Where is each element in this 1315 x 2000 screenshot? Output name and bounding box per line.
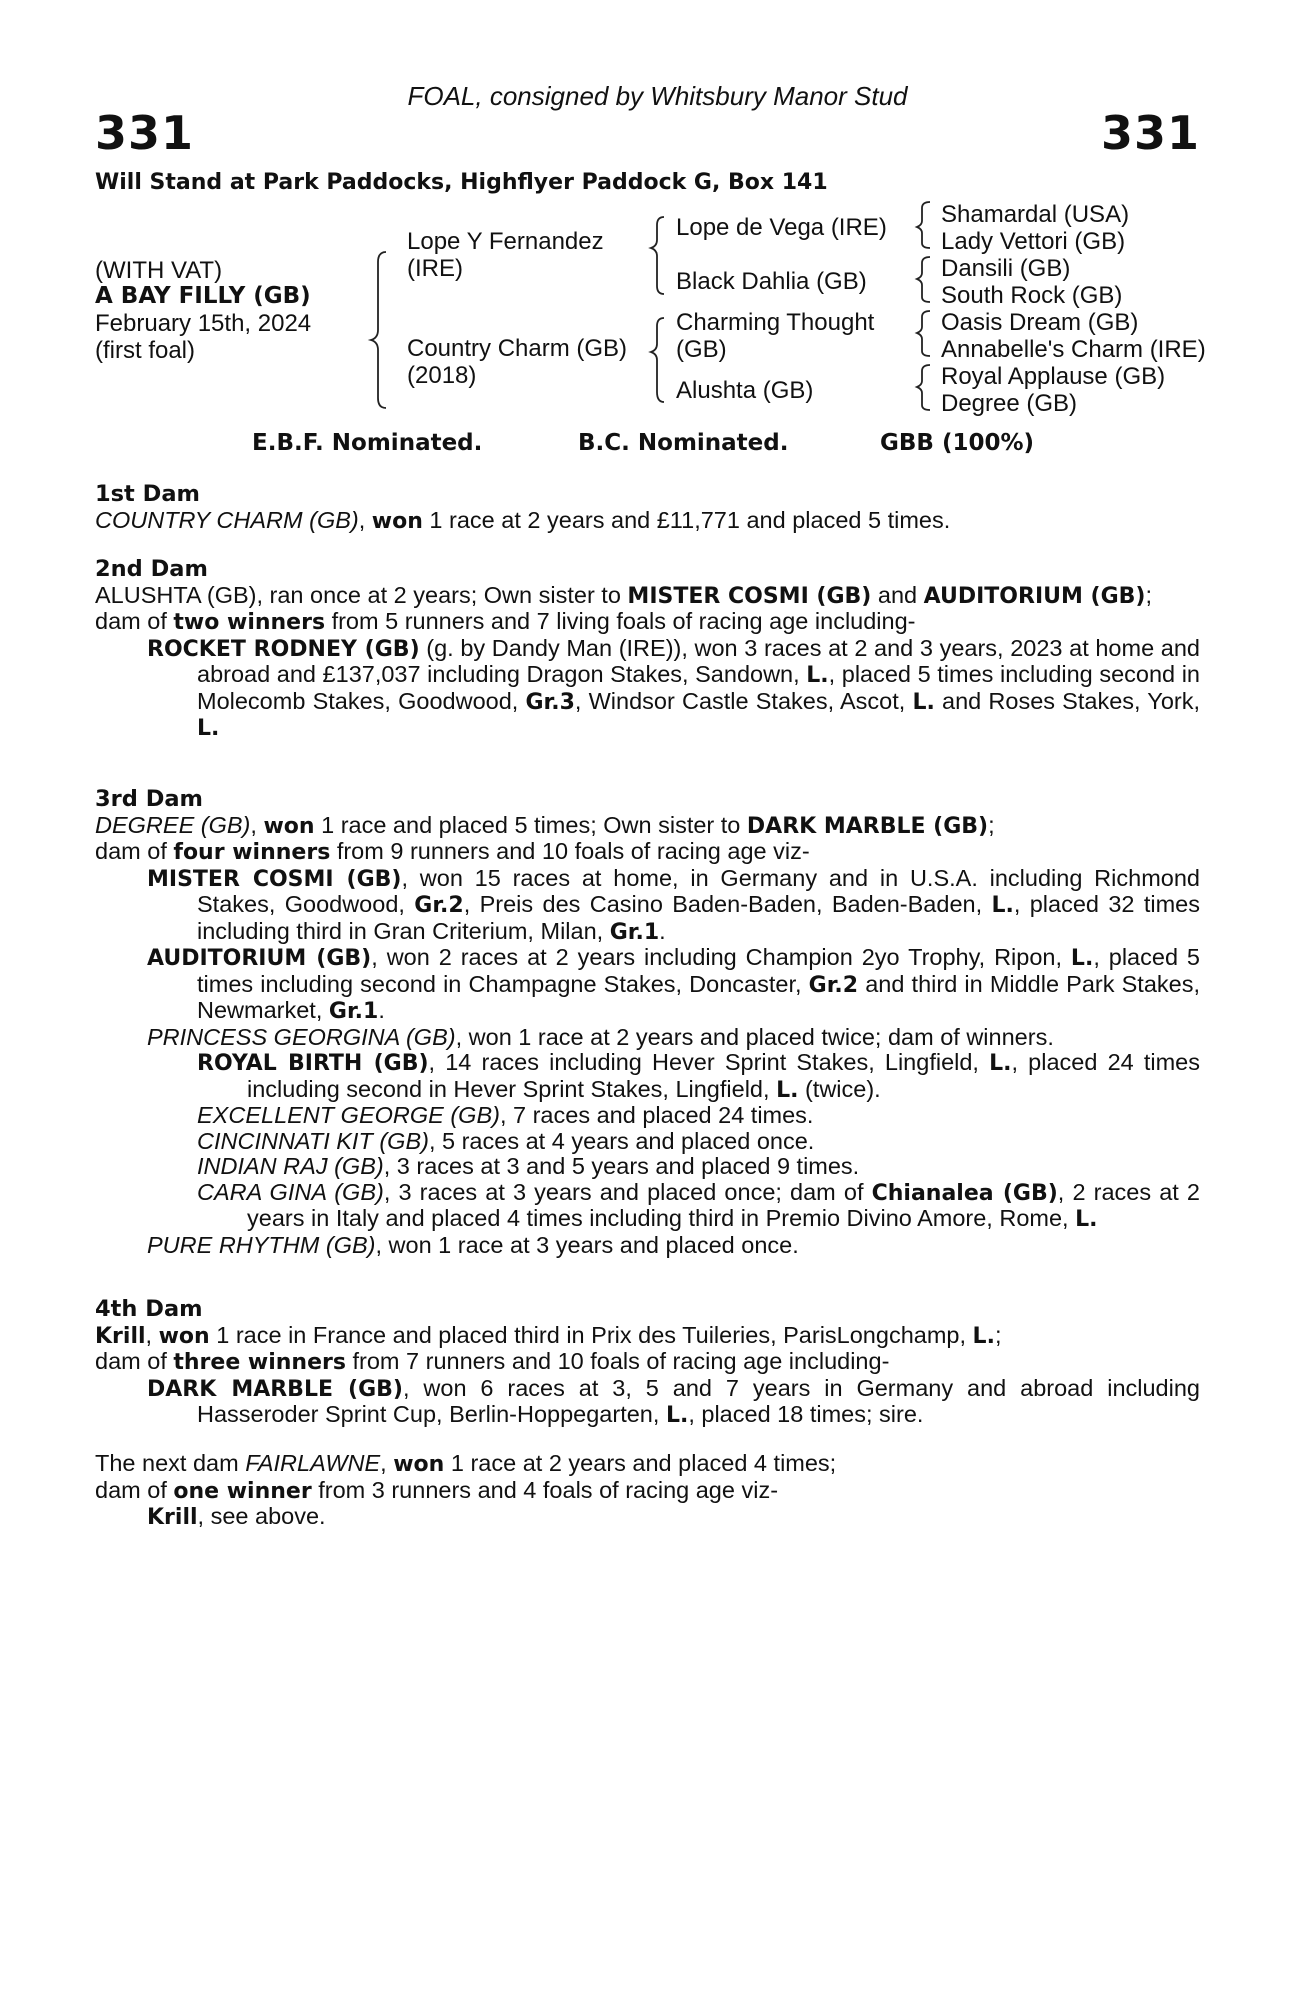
fourth-dam-line-1: Krill, won 1 race in France and placed third in Prix des Tuileries, ParisLongchamp, L.; (95, 1321, 1002, 1349)
next-dam-line-1: The next dam FAIRLAWNE, won 1 race at 2 years and placed 4 times; (95, 1450, 837, 1477)
ggp-2: Lady Vettori (GB) (941, 228, 1126, 255)
produce-rocket-rodney: ROCKET RODNEY (GB) (g. by Dandy Man (IRE)), won 3 races at 2 and 3 years, 2023 at home and abroad and £137,037 including Dragon Stakes, Sandown, L., placed 5 times including second in Molecomb Stakes, Goodwood, Gr.3, Windsor Castle Stakes, Ascot, L. and Roses Stakes, York, L. (147, 634, 1200, 741)
brace-g2 (917, 257, 930, 302)
produce-cincinnati-kit: CINCINNATI KIT (GB), 5 races at 4 years and placed once. (197, 1127, 815, 1154)
dam-dam: Alushta (GB) (676, 377, 814, 404)
sire-dam: Black Dahlia (GB) (676, 268, 867, 295)
produce-princess-georgina: PRINCESS GEORGINA (GB), won 1 race at 2 years and placed twice; dam of winners. (147, 1023, 1054, 1050)
sire-origin: (IRE) (407, 255, 463, 282)
third-dam-line-1: DEGREE (GB), won 1 race and placed 5 times; Own sister to DARK MARBLE (GB); (95, 811, 995, 839)
dam-sire-name: Charming Thought (676, 309, 875, 336)
second-dam-line-2: dam of two winners from 5 runners and 7 living foals of racing age including- (95, 608, 916, 635)
consignor-line: FOAL, consigned by Whitsbury Manor Stud (407, 81, 908, 111)
produce-krill: Krill, see above. (147, 1503, 326, 1530)
produce-mister-cosmi: MISTER COSMI (GB), won 15 races at home, in Germany and in U.S.A. including Richmond Stakes, Goodwood, Gr.2, Preis des Casino Baden-Baden, Baden-Baden, L., placed 32 times including third in Gran Criterium, Milan, Gr.1. (147, 864, 1200, 945)
horse-name: A BAY FILLY (GB) (95, 283, 311, 309)
fourth-dam-line-2: dam of three winners from 7 runners and 10 foals of racing age including- (95, 1348, 890, 1375)
stand-location: Will Stand at Park Paddocks, Highflyer Paddock G, Box 141 (95, 170, 828, 195)
brace-g3 (917, 311, 930, 356)
foal-note: (first foal) (95, 337, 196, 364)
ebf-nomination: E.B.F. Nominated. (252, 430, 483, 456)
sire-name: Lope Y Fernandez (407, 228, 604, 255)
brace-g1 (917, 202, 930, 248)
produce-pure-rhythm: PURE RHYTHM (GB), won 1 race at 3 years and placed once. (147, 1231, 799, 1258)
fourth-dam-section (95, 1297, 1200, 1429)
second-dam-heading: 2nd Dam (95, 556, 208, 582)
brace-main (371, 252, 386, 408)
ggp-7: Royal Applause (GB) (941, 363, 1166, 390)
third-dam-line-2: dam of four winners from 9 runners and 10 foals of racing age viz- (95, 838, 810, 865)
lot-number-left: 331 (95, 106, 195, 160)
brace-g4 (917, 365, 930, 410)
first-dam-heading: 1st Dam (95, 481, 200, 507)
ggp-1: Shamardal (USA) (941, 201, 1130, 228)
gbb-status: GBB (100%) (880, 430, 1035, 456)
ggp-3: Dansili (GB) (941, 255, 1071, 282)
lot-number-right: 331 (1100, 106, 1200, 160)
produce-cara-gina: CARA GINA (GB), 3 races at 3 years and placed once; dam of Chianalea (GB), 2 races at 2 years in Italy and placed 4 times including third in Premio Divino Amore, Rome, L. (197, 1178, 1200, 1232)
second-dam-section (95, 557, 1200, 742)
third-dam-heading: 3rd Dam (95, 786, 203, 812)
brace-dam (651, 318, 664, 402)
third-dam-section (95, 787, 1200, 1258)
first-dam-section (95, 482, 1200, 534)
bc-nomination: B.C. Nominated. (578, 430, 789, 456)
dam-name: Country Charm (GB) (407, 335, 628, 362)
ggp-8: Degree (GB) (941, 390, 1078, 417)
next-dam-section (95, 1451, 1200, 1531)
produce-indian-raj: INDIAN RAJ (GB), 3 races at 3 and 5 years and placed 9 times. (197, 1153, 860, 1179)
dam-sire-origin: (GB) (676, 336, 727, 363)
produce-royal-birth: ROYAL BIRTH (GB), 14 races including Hever Sprint Stakes, Lingfield, L., placed 24 times including second in Hever Sprint Stakes, Lingfield, L. (twice). (197, 1049, 1200, 1103)
fourth-dam-heading: 4th Dam (95, 1296, 203, 1322)
second-dam-line-1: ALUSHTA (GB), ran once at 2 years; Own sister to MISTER COSMI (GB) and AUDITORIUM (GB); (95, 581, 1153, 609)
first-dam-line: COUNTRY CHARM (GB), won 1 race at 2 years and £11,771 and placed 5 times. (95, 506, 951, 534)
produce-dark-marble: DARK MARBLE (GB), won 6 races at 3, 5 and 7 years in Germany and abroad including Hasseroder Sprint Cup, Berlin-Hoppegarten, L., placed 18 times; sire. (147, 1374, 1200, 1428)
produce-auditorium: AUDITORIUM (GB), won 2 races at 2 years including Champion 2yo Trophy, Ripon, L., placed 5 times including second in Champagne Stakes, Doncaster, Gr.2 and third in Middle Park Stakes, Newmarket, Gr.1. (147, 944, 1200, 1024)
foaling-date: February 15th, 2024 (95, 310, 312, 337)
vat-note: (WITH VAT) (95, 257, 223, 284)
sire-sire: Lope de Vega (IRE) (676, 214, 887, 241)
next-dam-line-2: dam of one winner from 3 runners and 4 foals of racing age viz- (95, 1476, 779, 1504)
ggp-5: Oasis Dream (GB) (941, 309, 1139, 336)
produce-excellent-george: EXCELLENT GEORGE (GB), 7 races and placed 24 times. (197, 1102, 814, 1128)
dam-year: (2018) (407, 362, 477, 389)
brace-sire (651, 217, 664, 294)
ggp-4: South Rock (GB) (941, 282, 1123, 309)
ggp-6: Annabelle's Charm (IRE) (941, 336, 1206, 363)
